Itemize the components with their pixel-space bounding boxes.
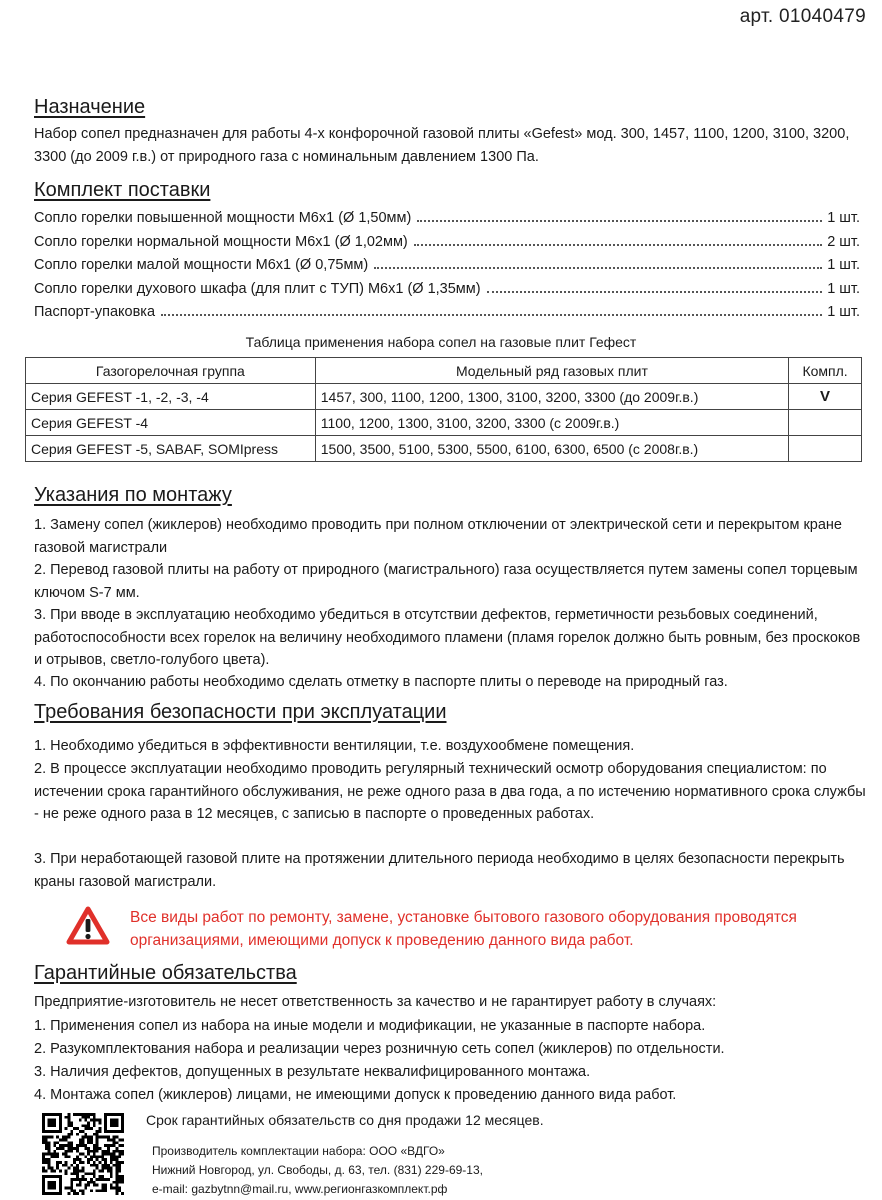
maker-info xyxy=(152,1142,483,1199)
kit-item-qty: 1 шт. xyxy=(827,257,860,273)
table-row xyxy=(26,384,862,410)
mounting-item: 3. При вводе в эксплуатацию необходимо убедиться в отсутствии дефектов, герметичности резьбовых соединений, работоспособности всех горелок на величину необходимого пламени (пламя горелок должно быть ровным, без проскоков и отрывов, светло-голубого цвета). xyxy=(34,607,861,668)
table-row xyxy=(26,410,862,436)
table-cell-group: Серия GEFEST -5, SABAF, SOMIpress xyxy=(26,436,316,462)
table-header-row xyxy=(26,358,862,384)
safety-item: 1. Необходимо убедиться в эффективности вентиляции, т.е. воздухообмене помещения. xyxy=(34,738,635,754)
kit-item-name: Сопло горелки малой мощности М6х1 (Ø 0,75мм) xyxy=(34,257,369,273)
mounting-item: 2. Перевод газовой плиты на работу от природного (магистрального) газа осуществляется путем замены сопел торцевым ключом S-7 мм. xyxy=(34,562,858,601)
maker-line: Нижний Новгород, ул. Свободы, д. 63, тел. (831) 229-69-13, xyxy=(152,1163,483,1177)
kit-item-name: Сопло горелки духового шкафа (для плит с ТУП) М6х1 (Ø 1,35мм) xyxy=(34,280,481,297)
kit-title: Комплект поставки xyxy=(34,179,211,201)
table-cell-mark: V xyxy=(789,384,862,410)
warning-triangle-icon xyxy=(66,906,110,946)
warning-text: Все виды работ по ремонту, замене, установке бытового газового оборудования проводятся организациями, имеющими допуск к проведению данного вида работ. xyxy=(130,909,797,949)
table-cell-mark xyxy=(789,410,862,436)
kit-item-qty: 1 шт. xyxy=(827,304,860,320)
warranty-item: 4. Монтажа сопел (жиклеров) лицами, не имеющими допуск к проведению данного вида работ. xyxy=(34,1087,677,1103)
table-cell-models: 1100, 1200, 1300, 3100, 3200, 3300 (с 2009г.в.) xyxy=(315,410,788,436)
mounting-item: 1. Замену сопел (жиклеров) необходимо проводить при полном отключении от электрической сети и перекрытом кране газовой магистрали xyxy=(34,517,842,556)
warranty-intro: Предприятие-изготовитель не несет ответственность за качество и не гарантирует работу в случаях: xyxy=(34,994,717,1010)
table-cell-models: 1500, 3500, 5100, 5300, 5500, 6100, 6300, 6500 (с 2008г.в.) xyxy=(315,436,788,462)
safety-item: 3. При неработающей газовой плите на протяжении длительного периода необходимо в целях безопасности перекрыть краны газовой магистрали. xyxy=(34,851,845,890)
warranty-period: Срок гарантийных обязательств со дня продажи 12 месяцев. xyxy=(146,1112,544,1128)
kit-item-qty: 1 шт. xyxy=(827,210,860,226)
kit-item-name: Паспорт-упаковка xyxy=(34,304,156,320)
safety-item: 2. В процессе эксплуатации необходимо проводить регулярный технический осмотр оборудования специалистом: по истечении срока гарантийного обслуживания, не реже одного раза в два года, а по истечению нормативного срока службы - не реже одного раза в 12 месяцев, с записью в паспорте о проведенных работах. xyxy=(34,761,866,822)
table-cell-mark xyxy=(789,436,862,462)
warranty-item: 1. Применения сопел из набора на иные модели и модификации, не указанные в паспорте набора. xyxy=(34,1018,706,1034)
kit-leader-dots xyxy=(487,291,823,293)
maker-line: e-mail: gazbytnn@mail.ru, www.регионгазкомплект.рф xyxy=(152,1182,448,1196)
kit-leader-dots xyxy=(161,314,822,316)
kit-item xyxy=(34,304,860,328)
kit-item xyxy=(34,281,860,305)
warranty-item: 3. Наличия дефектов, допущенных в результате неквалифицированного монтажа. xyxy=(34,1064,591,1080)
article-number: арт. 01040479 xyxy=(739,6,866,27)
table-caption: Таблица применения набора сопел на газовые плит Гефест xyxy=(245,334,637,350)
purpose-text: Набор сопел предназначен для работы 4-х конфорочной газовой плиты «Gefest» мод. 300, 1457, 1100, 1200, 3100, 3200, 3300 (до 2009 г.в.) от природного газа с номинальным давлением 1300 Па. xyxy=(34,126,850,165)
table-cell-group: Серия GEFEST -4 xyxy=(26,410,316,436)
table-cell-models: 1457, 300, 1100, 1200, 1300, 3100, 3200, 3300 (до 2009г.в.) xyxy=(315,384,788,410)
maker-line: Производитель комплектации набора: ООО «ВДГО» xyxy=(152,1144,445,1158)
safety-title: Требования безопасности при эксплуатации xyxy=(34,701,447,723)
kit-item xyxy=(34,234,860,258)
kit-list xyxy=(34,210,860,328)
warranty-item: 2. Разукомплектования набора и реализации через розничную сеть сопел (жиклеров) по отдельности. xyxy=(34,1041,725,1057)
table-header-cell: Газогорелочная группа xyxy=(26,358,316,384)
kit-leader-dots xyxy=(374,267,822,269)
table-row xyxy=(26,436,862,462)
mounting-title: Указания по монтажу xyxy=(34,484,232,506)
kit-item xyxy=(34,257,860,281)
purpose-title: Назначение xyxy=(34,96,146,118)
table-cell-group: Серия GEFEST -1, -2, -3, -4 xyxy=(26,384,316,410)
table-header-cell: Компл. xyxy=(789,358,862,384)
qr-code-icon xyxy=(42,1113,124,1195)
kit-leader-dots xyxy=(414,244,822,246)
kit-leader-dots xyxy=(417,220,822,222)
kit-item-qty: 1 шт. xyxy=(827,280,860,297)
warning-block xyxy=(66,906,866,954)
kit-item-qty: 2 шт. xyxy=(827,233,860,250)
warranty-title: Гарантийные обязательства xyxy=(34,962,297,984)
kit-item-name: Сопло горелки нормальной мощности М6х1 (Ø 1,02мм) xyxy=(34,233,408,250)
mounting-item: 4. По окончанию работы необходимо сделать отметку в паспорте плиты о переводе на природный газ. xyxy=(34,674,728,690)
table-header-cell: Модельный ряд газовых плит xyxy=(315,358,788,384)
kit-item-name: Сопло горелки повышенной мощности М6х1 (Ø 1,50мм) xyxy=(34,210,412,226)
application-table xyxy=(25,357,862,462)
kit-item xyxy=(34,210,860,234)
